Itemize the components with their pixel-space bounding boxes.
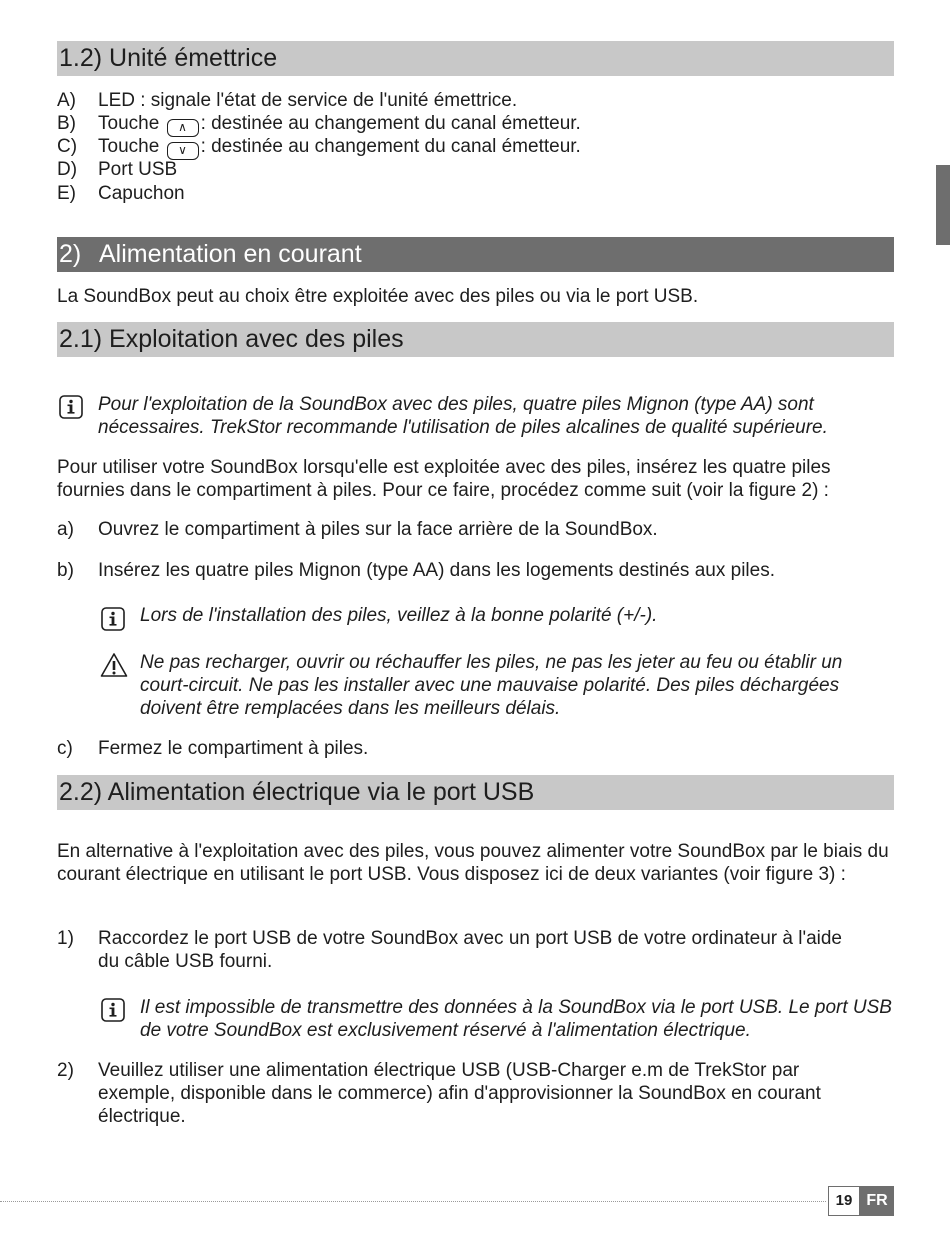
section-2-intro: La SoundBox peut au choix être exploitée avec des piles ou via le port USB. <box>57 286 699 307</box>
step-label: c) <box>57 738 73 759</box>
list-item-usb: Port USB <box>98 159 178 180</box>
up-key-icon: ∧ <box>167 119 199 137</box>
list-item-prefix: Touche <box>98 113 160 134</box>
list-item-prefix: Touche <box>98 136 160 157</box>
list-item-led: LED : signale l'état de service de l'unité émettrice. <box>98 90 518 111</box>
section-2-2-heading: 2.2) Alimentation électrique via le port USB <box>57 775 894 810</box>
footer-divider <box>0 1201 826 1202</box>
info-note-batteries: Pour l'exploitation de la SoundBox avec des piles, quatre piles Mignon (type AA) sont nécessaires. TrekStor recommande l'utilisation de piles alcalines de qualité supérieure. <box>98 394 828 438</box>
step-label: 2) <box>57 1060 74 1081</box>
usb-data-note: Il est impossible de transmettre des données à la SoundBox via le port USB. Le port USB de votre SoundBox est exclusivement réservé à l'alimentation électrique. <box>140 997 892 1041</box>
warning-note-batteries: Ne pas recharger, ouvrir ou réchauffer les piles, ne pas les jeter au feu ou établir un court-circuit. Ne pas les installer avec une mauvaise polarité. Des piles déchargées doivent être remplacées dans les meilleurs délais. <box>140 652 843 719</box>
section-2-1-paragraph: Pour utiliser votre SoundBox lorsqu'elle est exploitée avec des piles, insérez les quatre piles fournies dans le compartiment à piles. Pour ce faire, procédez comme suit (voir la figure 2) : <box>57 457 831 501</box>
list-item-suffix: : destinée au changement du canal émetteur. <box>200 113 581 134</box>
step-close-compartment: Fermez le compartiment à piles. <box>98 738 369 759</box>
list-item-cap: Capuchon <box>98 183 185 204</box>
section-2-number: 2) <box>59 240 82 268</box>
step-usb-charger: Veuillez utiliser une alimentation électrique USB (USB-Charger e.m de TrekStor par exemple, disponible dans le commerce) afin d'approvisionner la SoundBox en courant électrique. <box>98 1060 821 1127</box>
down-key-icon: ∨ <box>167 142 199 160</box>
list-item-down-key <box>98 135 581 160</box>
section-2-heading <box>57 237 894 272</box>
step-insert-batteries: Insérez les quatre piles Mignon (type AA) dans les logements destinés aux piles. <box>98 560 775 581</box>
list-item-up-key <box>98 112 581 137</box>
warning-icon <box>100 652 128 678</box>
list-item-suffix: : destinée au changement du canal émetteur. <box>200 136 581 157</box>
section-2-title: Alimentation en courant <box>99 240 362 268</box>
list-label: E) <box>57 183 76 204</box>
polarity-note: Lors de l'installation des piles, veillez à la bonne polarité (+/-). <box>140 605 658 626</box>
step-label: b) <box>57 560 74 581</box>
list-label: D) <box>57 159 78 180</box>
step-label: 1) <box>57 928 74 949</box>
list-label: A) <box>57 90 76 111</box>
page-number: 19 <box>828 1186 860 1216</box>
step-usb-computer: Raccordez le port USB de votre SoundBox avec un port USB de votre ordinateur à l'aide du câble USB fourni. <box>98 928 842 972</box>
step-label: a) <box>57 519 74 540</box>
language-badge: FR <box>860 1186 894 1216</box>
section-1-2-heading: 1.2) Unité émettrice <box>57 41 894 76</box>
side-tab-marker <box>936 165 950 245</box>
section-2-2-paragraph: En alternative à l'exploitation avec des piles, vous pouvez alimenter votre SoundBox par le biais du courant électrique en utilisant le port USB. Vous disposez ici de deux variantes (voir figure 3) : <box>57 841 889 885</box>
list-label: C) <box>57 136 78 157</box>
info-icon <box>101 607 125 631</box>
list-label: B) <box>57 113 76 134</box>
step-open-compartment: Ouvrez le compartiment à piles sur la face arrière de la SoundBox. <box>98 519 658 540</box>
section-2-1-heading: 2.1) Exploitation avec des piles <box>57 322 894 357</box>
info-icon <box>101 998 125 1022</box>
info-icon <box>59 395 83 419</box>
